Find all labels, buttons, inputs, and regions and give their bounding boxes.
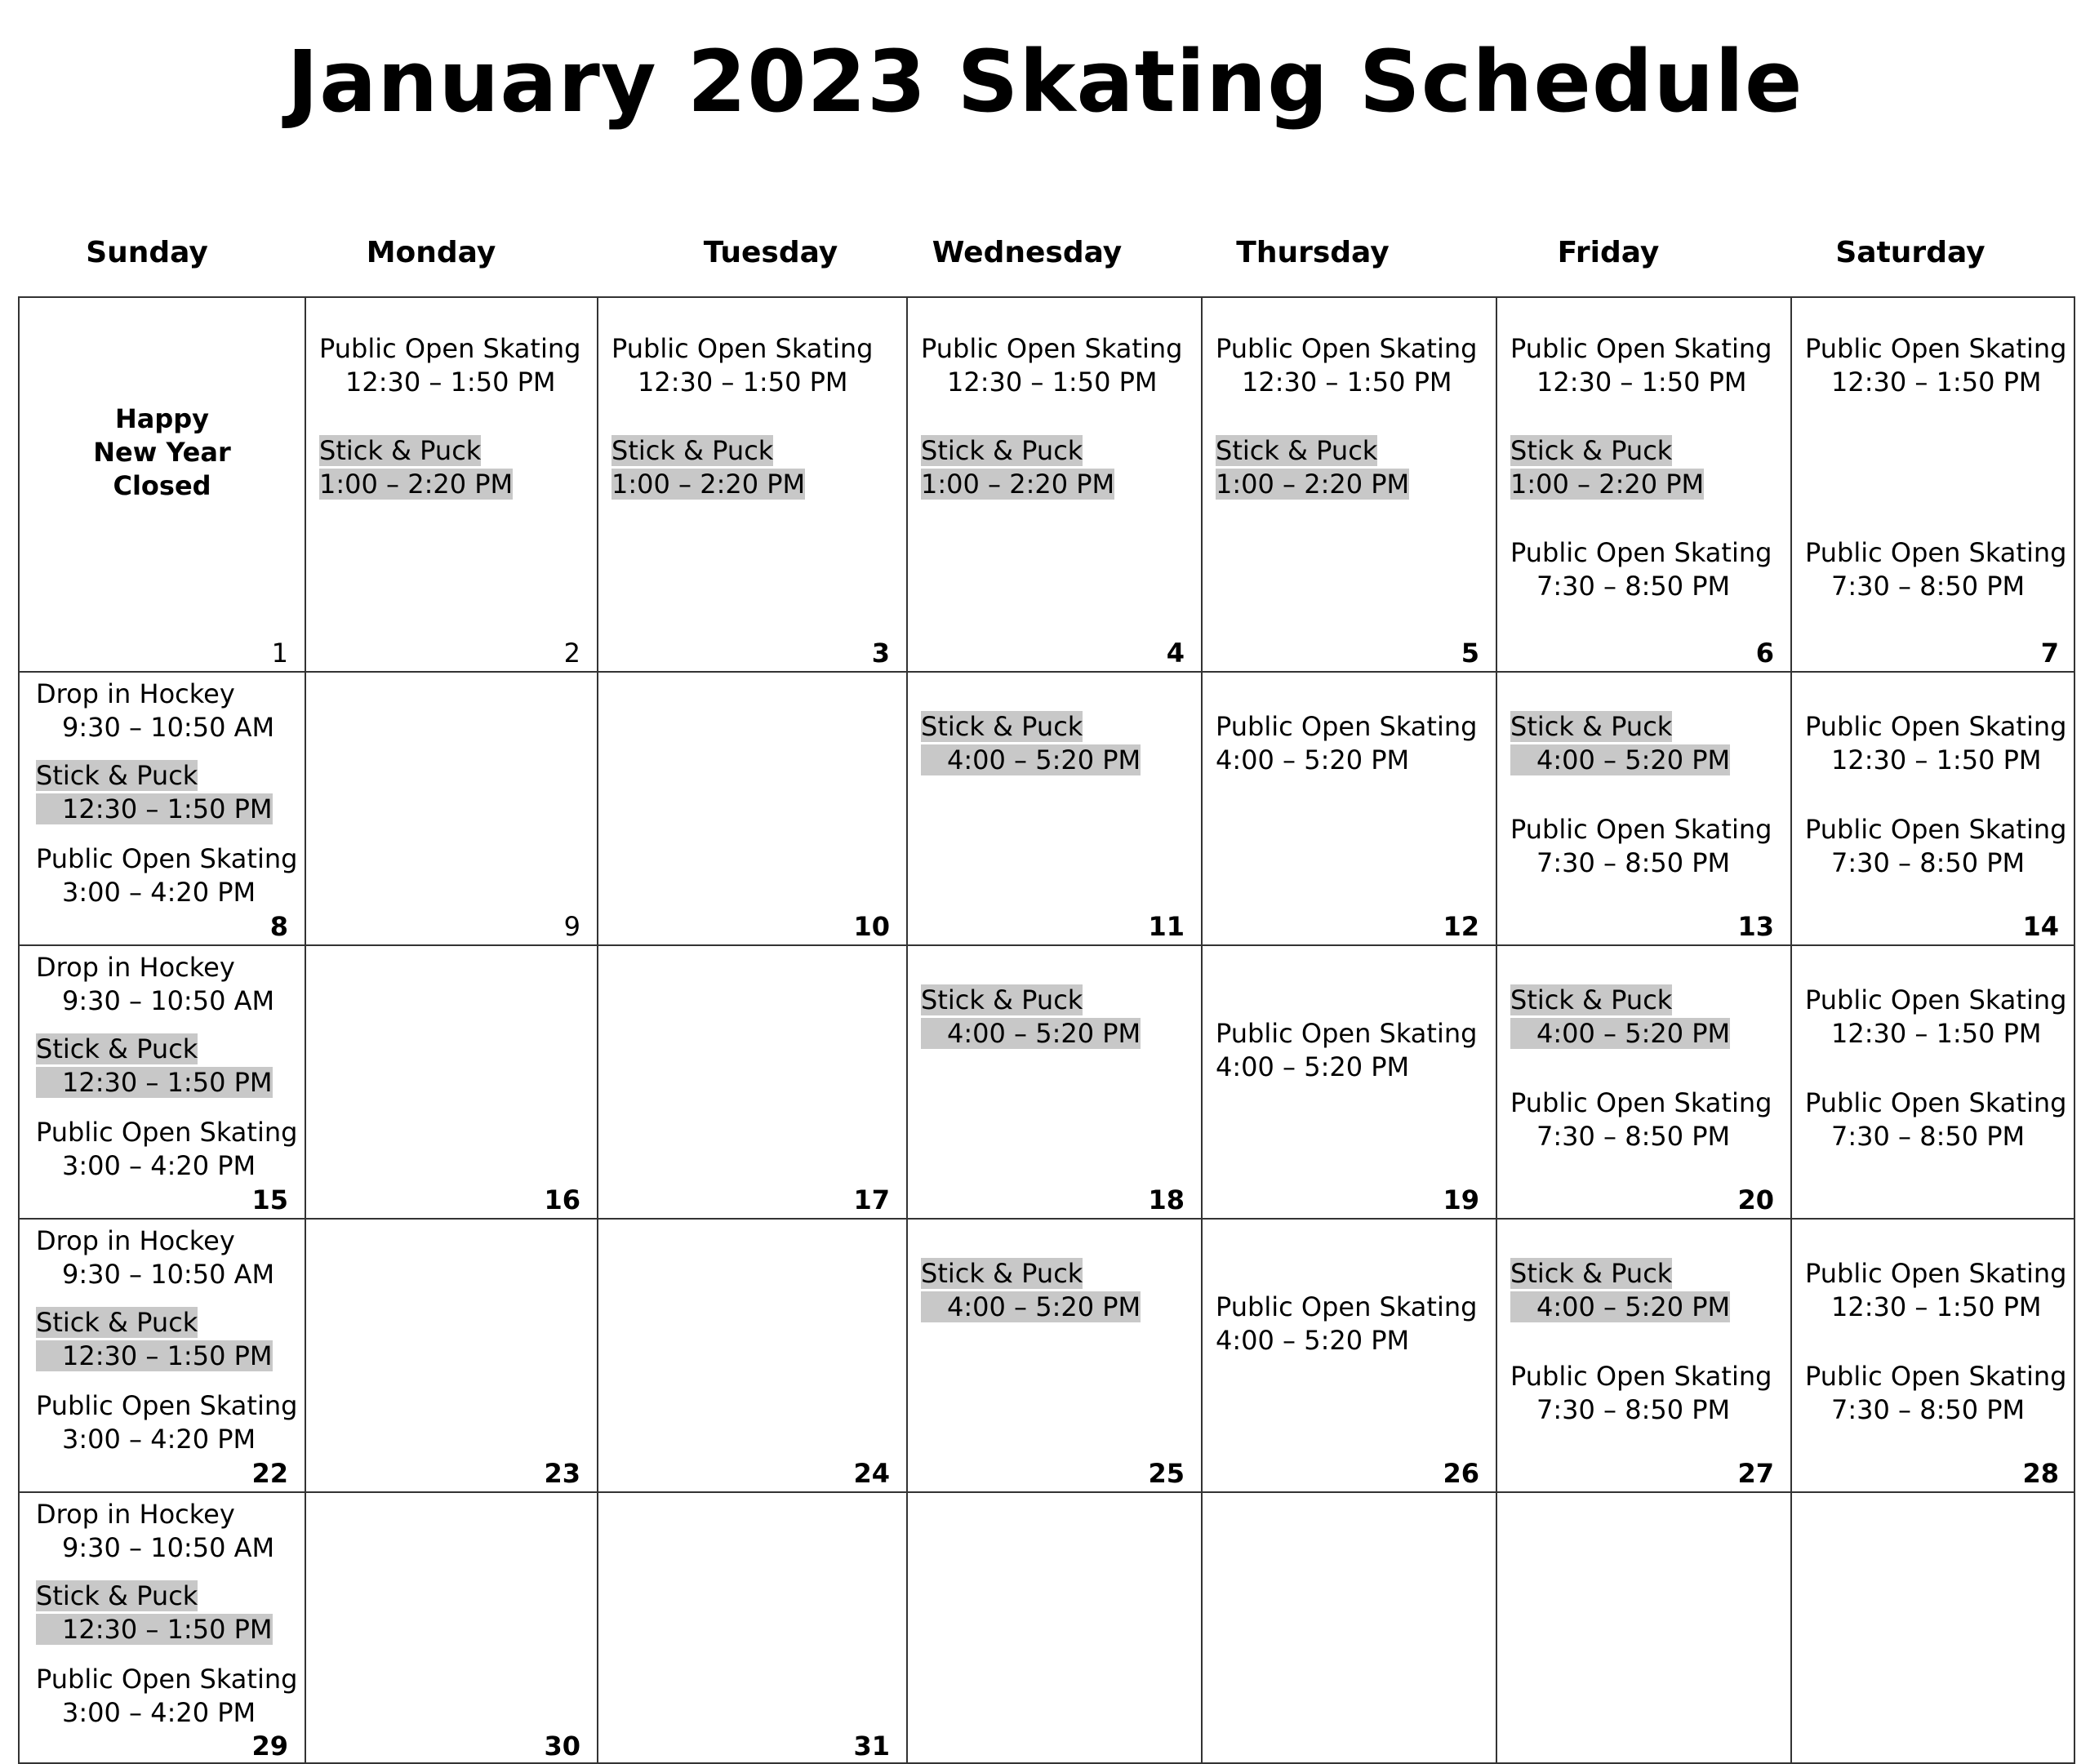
day-number: 10: [853, 911, 890, 942]
schedule-event: [36, 678, 305, 744]
day-number: 27: [1737, 1458, 1774, 1489]
event-name: Public Open Skating: [1805, 537, 2067, 568]
day-cell: [306, 946, 597, 1218]
day-cell: [1792, 673, 2075, 944]
day-cell: [1497, 946, 1790, 1218]
event-time: 7:30 – 8:50 PM: [1536, 571, 1731, 602]
day-number: 28: [2022, 1458, 2059, 1489]
day-cell: [908, 1493, 1201, 1764]
day-number: 7: [2040, 638, 2059, 669]
event-time: 1:00 – 2:20 PM: [1510, 469, 1705, 500]
closed-notice-line: Closed: [113, 470, 211, 501]
schedule-event: [1510, 332, 1790, 399]
event-name: Public Open Skating: [1510, 1087, 1772, 1118]
weekday-header-row: [0, 229, 2090, 278]
schedule-event: [36, 1033, 305, 1100]
schedule-event: [1805, 710, 2075, 777]
schedule-event: [921, 332, 1201, 399]
day-cell: [908, 673, 1201, 944]
event-time: 3:00 – 4:20 PM: [62, 1150, 256, 1181]
calendar-grid: [18, 296, 2075, 1762]
event-name: Public Open Skating: [36, 1664, 298, 1695]
day-number: 24: [853, 1458, 890, 1489]
weekday-tuesday: Tuesday: [703, 236, 838, 269]
event-name: Drop in Hockey: [36, 1499, 235, 1530]
schedule-event: [36, 1663, 305, 1730]
event-time: 1:00 – 2:20 PM: [1216, 469, 1410, 500]
event-time: 7:30 – 8:50 PM: [1831, 1121, 2026, 1152]
event-time: 4:00 – 5:20 PM: [1510, 1291, 1730, 1322]
event-name: Public Open Skating: [1510, 333, 1772, 364]
event-name: Public Open Skating: [921, 333, 1183, 364]
schedule-event: [319, 434, 597, 501]
weekday-wednesday: Wednesday: [932, 236, 1123, 269]
event-name: Public Open Skating: [1216, 711, 1478, 742]
event-time: 9:30 – 10:50 AM: [62, 1259, 275, 1290]
day-number: 8: [269, 911, 288, 942]
schedule-event: [1805, 984, 2075, 1051]
day-number: 17: [853, 1184, 890, 1215]
event-name: Stick & Puck: [1216, 435, 1378, 466]
event-name: Drop in Hockey: [36, 1225, 235, 1256]
weekday-monday: Monday: [366, 236, 496, 269]
day-number: 6: [1755, 638, 1774, 669]
event-time: 4:00 – 5:20 PM: [921, 1291, 1141, 1322]
day-cell: [20, 673, 305, 944]
event-time: 1:00 – 2:20 PM: [921, 469, 1115, 500]
event-name: Stick & Puck: [36, 1580, 198, 1611]
event-name: Stick & Puck: [921, 1258, 1083, 1289]
day-cell: [306, 298, 597, 671]
schedule-event: [36, 1389, 305, 1456]
event-time: 4:00 – 5:20 PM: [921, 744, 1141, 775]
day-cell: [20, 298, 305, 671]
page-title: January 2023 Skating Schedule: [287, 32, 1803, 131]
event-time: 7:30 – 8:50 PM: [1831, 847, 2026, 878]
schedule-event: [1510, 710, 1790, 777]
day-number: 29: [251, 1731, 288, 1762]
event-time: 12:30 – 1:50 PM: [36, 1614, 273, 1645]
schedule-event: [36, 1580, 305, 1646]
event-name: Stick & Puck: [921, 435, 1083, 466]
event-name: Public Open Skating: [1805, 1361, 2067, 1392]
day-cell: [1792, 1493, 2075, 1764]
event-name: Public Open Skating: [1216, 1291, 1478, 1322]
day-number: 19: [1443, 1184, 1479, 1215]
schedule-event: [1510, 984, 1790, 1051]
schedule-event: [319, 332, 597, 399]
day-number: 13: [1737, 911, 1774, 942]
event-name: Stick & Puck: [921, 984, 1083, 1015]
schedule-event: [921, 1257, 1201, 1324]
event-name: Stick & Puck: [319, 435, 482, 466]
day-cell: [908, 298, 1201, 671]
day-number: 20: [1737, 1184, 1774, 1215]
schedule-event: [1216, 434, 1496, 501]
event-time: 12:30 – 1:50 PM: [1831, 1291, 2042, 1322]
event-time: 7:30 – 8:50 PM: [1831, 571, 2026, 602]
event-time: 7:30 – 8:50 PM: [1536, 847, 1731, 878]
event-name: Stick & Puck: [1510, 435, 1673, 466]
event-name: Public Open Skating: [1510, 814, 1772, 845]
event-time: 9:30 – 10:50 AM: [62, 712, 275, 743]
schedule-event: [1805, 332, 2075, 399]
day-cell: [598, 946, 906, 1218]
event-name: Public Open Skating: [1216, 1018, 1478, 1049]
event-time: 4:00 – 5:20 PM: [1216, 1051, 1410, 1082]
closed-notice-line: New Year: [93, 437, 231, 468]
schedule-event: [1510, 434, 1790, 501]
event-name: Stick & Puck: [611, 435, 774, 466]
weekday-thursday: Thursday: [1236, 236, 1390, 269]
schedule-event: [36, 1224, 305, 1291]
day-cell: [598, 673, 906, 944]
day-cell: [598, 1493, 906, 1764]
event-time: 12:30 – 1:50 PM: [1536, 367, 1747, 398]
schedule-event: [921, 710, 1201, 777]
schedule-event: [1510, 1086, 1790, 1153]
event-time: 12:30 – 1:50 PM: [345, 367, 556, 398]
event-time: 12:30 – 1:50 PM: [638, 367, 848, 398]
day-number: 26: [1443, 1458, 1479, 1489]
event-name: Stick & Puck: [1510, 984, 1673, 1015]
schedule-event: [1216, 332, 1496, 399]
day-cell: [1497, 673, 1790, 944]
day-number: 4: [1166, 638, 1185, 669]
day-number: 30: [544, 1731, 580, 1762]
schedule-event: [36, 842, 305, 909]
day-cell: [1497, 1220, 1790, 1491]
event-time: 12:30 – 1:50 PM: [1831, 1018, 2042, 1049]
day-cell: [1497, 1493, 1790, 1764]
schedule-event: [1805, 536, 2075, 603]
day-cell: [20, 946, 305, 1218]
day-cell: [1792, 298, 2075, 671]
schedule-event: [1805, 1360, 2075, 1427]
day-cell: [1497, 298, 1790, 671]
event-time: 7:30 – 8:50 PM: [1536, 1394, 1731, 1425]
event-time: 3:00 – 4:20 PM: [62, 1697, 256, 1728]
day-cell: [908, 946, 1201, 1218]
event-time: 12:30 – 1:50 PM: [36, 1340, 273, 1371]
day-number: 15: [251, 1184, 288, 1215]
event-time: 7:30 – 8:50 PM: [1536, 1121, 1731, 1152]
event-time: 7:30 – 8:50 PM: [1831, 1394, 2026, 1425]
schedule-event: [36, 759, 305, 826]
schedule-event: [36, 1498, 305, 1565]
event-name: Public Open Skating: [1805, 711, 2067, 742]
closed-notice: [20, 402, 305, 503]
event-name: Drop in Hockey: [36, 952, 235, 983]
schedule-event: [1216, 1017, 1496, 1084]
day-cell: [1203, 1220, 1496, 1491]
day-number: 12: [1443, 911, 1479, 942]
event-name: Public Open Skating: [319, 333, 581, 364]
day-cell: [20, 1493, 305, 1764]
schedule-event: [1510, 1360, 1790, 1427]
event-name: Stick & Puck: [36, 760, 198, 791]
schedule-event: [1510, 1257, 1790, 1324]
day-number: 18: [1148, 1184, 1185, 1215]
event-name: Public Open Skating: [1805, 1258, 2067, 1289]
schedule-event: [1510, 813, 1790, 880]
event-name: Public Open Skating: [1805, 1087, 2067, 1118]
event-name: Public Open Skating: [1216, 333, 1478, 364]
event-time: 12:30 – 1:50 PM: [1831, 367, 2042, 398]
closed-notice-line: Happy: [114, 403, 210, 434]
schedule-event: [36, 1116, 305, 1183]
event-time: 12:30 – 1:50 PM: [36, 793, 273, 824]
schedule-event: [36, 951, 305, 1018]
schedule-event: [611, 332, 906, 399]
event-name: Stick & Puck: [36, 1307, 198, 1338]
event-time: 3:00 – 4:20 PM: [62, 877, 256, 908]
schedule-event: [611, 434, 906, 501]
event-name: Public Open Skating: [1805, 984, 2067, 1015]
event-time: 12:30 – 1:50 PM: [36, 1067, 273, 1098]
event-time: 1:00 – 2:20 PM: [319, 469, 514, 500]
schedule-event: [36, 1306, 305, 1373]
event-time: 4:00 – 5:20 PM: [1510, 1018, 1730, 1049]
event-time: 4:00 – 5:20 PM: [1216, 744, 1410, 775]
event-name: Stick & Puck: [1510, 711, 1673, 742]
event-name: Public Open Skating: [36, 843, 298, 874]
schedule-event: [921, 434, 1201, 501]
schedule-event: [1805, 813, 2075, 880]
schedule-event: [921, 984, 1201, 1051]
schedule-event: [1805, 1086, 2075, 1153]
day-number: 31: [853, 1731, 890, 1762]
day-cell: [598, 1220, 906, 1491]
day-cell: [306, 1493, 597, 1764]
weekday-friday: Friday: [1557, 236, 1660, 269]
day-number: 14: [2022, 911, 2059, 942]
event-name: Drop in Hockey: [36, 678, 235, 709]
event-time: 9:30 – 10:50 AM: [62, 1532, 275, 1563]
day-number: 3: [871, 638, 890, 669]
day-cell: [306, 673, 597, 944]
event-name: Public Open Skating: [36, 1390, 298, 1421]
day-number: 2: [563, 638, 580, 669]
day-cell: [908, 1220, 1201, 1491]
schedule-event: [1216, 1291, 1496, 1357]
event-time: 12:30 – 1:50 PM: [1242, 367, 1452, 398]
event-time: 9:30 – 10:50 AM: [62, 985, 275, 1016]
day-cell: [1203, 298, 1496, 671]
day-cell: [1792, 1220, 2075, 1491]
event-name: Stick & Puck: [1510, 1258, 1673, 1289]
schedule-event: [1805, 1257, 2075, 1324]
day-cell: [306, 1220, 597, 1491]
weekday-sunday: Sunday: [86, 236, 208, 269]
day-cell: [20, 1220, 305, 1491]
day-cell: [598, 298, 906, 671]
day-number: 16: [544, 1184, 580, 1215]
event-time: 4:00 – 5:20 PM: [1510, 744, 1730, 775]
event-name: Stick & Puck: [921, 711, 1083, 742]
day-cell: [1203, 1493, 1496, 1764]
event-time: 4:00 – 5:20 PM: [1216, 1325, 1410, 1356]
day-number: 9: [563, 911, 580, 942]
day-number: 25: [1148, 1458, 1185, 1489]
event-name: Stick & Puck: [36, 1033, 198, 1064]
event-name: Public Open Skating: [1805, 333, 2067, 364]
day-number: 1: [271, 638, 288, 669]
day-number: 23: [544, 1458, 580, 1489]
day-number: 5: [1461, 638, 1479, 669]
event-time: 3:00 – 4:20 PM: [62, 1424, 256, 1455]
event-time: 4:00 – 5:20 PM: [921, 1018, 1141, 1049]
event-name: Public Open Skating: [36, 1117, 298, 1148]
weekday-saturday: Saturday: [1835, 236, 1986, 269]
event-name: Public Open Skating: [1510, 1361, 1772, 1392]
event-name: Public Open Skating: [1805, 814, 2067, 845]
event-time: 12:30 – 1:50 PM: [947, 367, 1158, 398]
day-cell: [1792, 946, 2075, 1218]
schedule-event: [1216, 710, 1496, 777]
event-name: Public Open Skating: [1510, 537, 1772, 568]
day-number: 11: [1148, 911, 1185, 942]
day-number: 22: [251, 1458, 288, 1489]
event-time: 12:30 – 1:50 PM: [1831, 744, 2042, 775]
event-name: Public Open Skating: [611, 333, 874, 364]
event-time: 1:00 – 2:20 PM: [611, 469, 806, 500]
day-cell: [1203, 673, 1496, 944]
day-cell: [1203, 946, 1496, 1218]
schedule-event: [1510, 536, 1790, 603]
